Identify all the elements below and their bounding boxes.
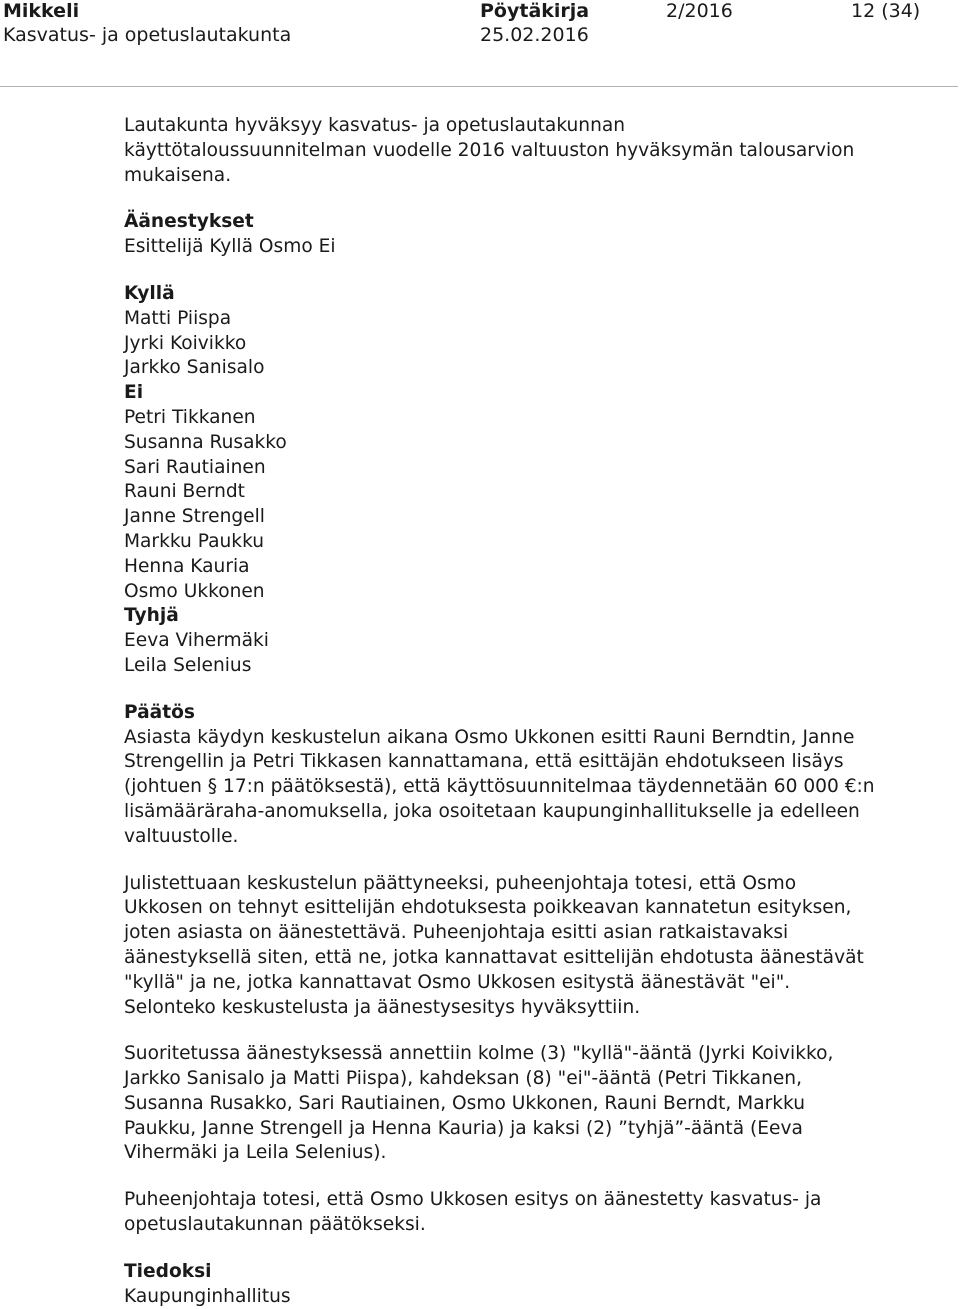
decision-line: (johtuen § 17:n päätöksestä), että käyttösuunnitelmaa täydennetään 60 000 €:n [124,776,875,798]
yes-voter: Jyrki Koivikko [124,332,247,354]
decision-line: Ukkosen on tehnyt esittelijän ehdotuksesta poikkeavan kannatetun esityksen, [124,897,852,919]
decision-line: Strengellin ja Petri Tikkasen kannattamana, että esittäjän ehdotukseen lisäys [124,751,844,773]
empty-voter: Leila Selenius [124,654,252,676]
decision-line: lisämääräraha-anomuksella, joka osoitetaan kaupunginhallitukselle ja edelleen [124,800,860,822]
header-divider [0,86,958,87]
no-voter: Petri Tikkanen [124,406,256,428]
decision-line: äänestyksellä siten, että ne, jotka kannattavat esittelijän ehdotusta äänestävät [124,946,864,968]
decision-line: Julistettuaan keskustelun päättyneeksi, puheenjohtaja totesi, että Osmo [124,872,797,894]
decision-line: opetuslautakunnan päätökseksi. [124,1214,426,1236]
no-voter: Markku Paukku [124,530,265,552]
votes-heading: Äänestykset [124,211,254,233]
page-number: 12 (34) [851,0,921,22]
decision-line: Susanna Rusakko, Sari Rautiainen, Osmo Ukkonen, Rauni Berndt, Markku [124,1092,806,1114]
decision-line: Paukku, Janne Strengell ja Henna Kauria) ja kaksi (2) ”tyhjä”-ääntä (Eeva [124,1117,803,1139]
no-voter: Sari Rautiainen [124,456,266,478]
notices-heading: Tiedoksi [124,1260,212,1282]
empty-heading: Tyhjä [124,605,179,627]
votes-section [124,210,924,678]
yes-voter: Matti Piispa [124,307,232,329]
yes-voter: Jarkko Sanisalo [124,357,265,379]
notices-recipient: Kaupunginhallitus [124,1285,291,1307]
no-voter: Rauni Berndt [124,481,245,503]
decision-line: "kyllä" ja ne, jotka kannattavat Osmo Ukkosen esitystä äänestävät "ei". [124,971,791,993]
decision-paragraph [124,1188,924,1238]
document-body [124,114,924,1309]
intro-line: Lautakunta hyväksyy kasvatus- ja opetuslautakunnan [124,115,626,136]
board-name: Kasvatus- ja opetuslautakunta [3,24,292,46]
decision-section [124,701,924,1238]
decision-line: joten asiasta on äänestettävä. Puheenjohtaja esitti asian ratkaistavaksi [124,922,789,944]
decision-paragraph [124,1042,924,1166]
document-type: Pöytäkirja [480,0,590,22]
intro-line: käyttötaloussuunnitelman vuodelle 2016 valtuuston hyväksymän talousarvion [124,139,855,161]
meeting-date: 25.02.2016 [480,24,589,46]
decision-line: Jarkko Sanisalo ja Matti Piispa), kahdeksan (8) "ei"-ääntä (Petri Tikkanen, [124,1068,802,1090]
decision-heading: Päätös [124,701,195,723]
no-voter: Susanna Rusakko [124,431,287,453]
empty-voter: Eeva Vihermäki [124,630,269,652]
intro-paragraph [124,114,924,188]
notices-section [124,1260,924,1309]
decision-line: Vihermäki ja Leila Selenius). [124,1142,387,1164]
decision-line: Suoritetussa äänestyksessä annettiin kolme (3) "kyllä"-ääntä (Jyrki Koivikko, [124,1043,834,1065]
intro-line: mukaisena. [124,164,232,186]
municipality-name: Mikkeli [3,0,80,22]
decision-line: Asiasta käydyn keskustelun aikana Osmo Ukkonen esitti Rauni Berndtin, Janne [124,726,855,748]
yes-heading: Kyllä [124,282,175,304]
no-voter: Janne Strengell [124,506,265,528]
decision-paragraph [124,872,924,1021]
decision-line: Selonteko keskustelusta ja äänestysesitys hyväksyttiin. [124,996,641,1018]
decision-line: valtuustolle. [124,825,239,847]
decision-line: Puheenjohtaja totesi, että Osmo Ukkosen esitys on äänestetty kasvatus- ja [124,1189,822,1211]
no-heading: Ei [124,382,144,404]
page-header [0,0,960,88]
document-number: 2/2016 [666,0,733,22]
votes-summary: Esittelijä Kyllä Osmo Ei [124,236,336,258]
no-voter: Henna Kauria [124,555,250,577]
no-voter: Osmo Ukkonen [124,580,265,602]
decision-paragraph [124,726,924,850]
